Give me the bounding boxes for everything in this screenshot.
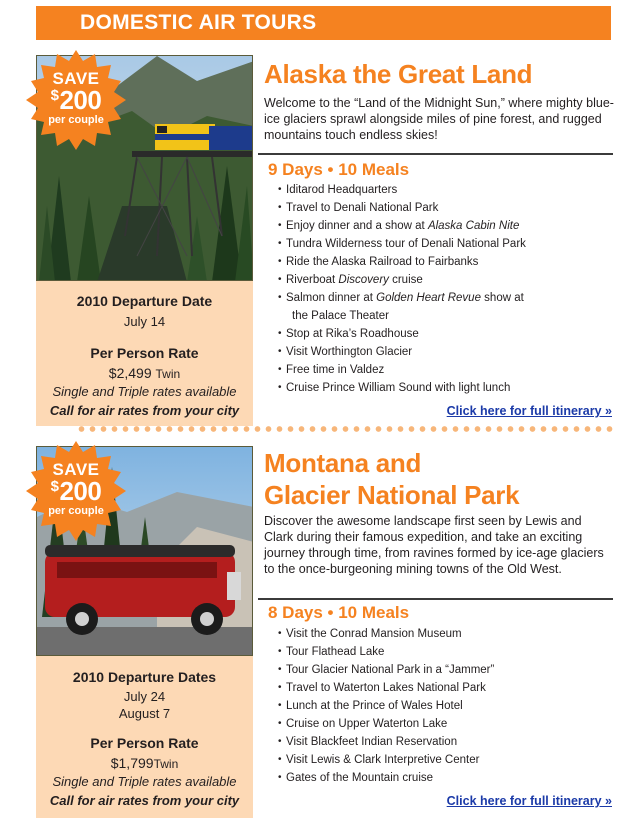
list-item: • Gates of the Mountain cruise (278, 769, 618, 787)
list-item: • Visit Worthington Glacier (278, 343, 618, 361)
tour-2-intro: Discover the awesome landscape first seen by Lewis and Clark during their famous expedition, and take an exciting journey through time, from ravines formed by ice-age glaciers to the once-burgeoning mining towns of the Old West. (264, 514, 604, 576)
badge-save-text: SAVE (52, 69, 100, 88)
tour-2-departure-info (36, 669, 253, 808)
tour-1-itinerary-link[interactable]: Click here for full itinerary » (446, 404, 612, 418)
save-badge-1 (25, 49, 127, 151)
list-item: • Lunch at the Prince of Wales Hotel (278, 697, 618, 715)
section-header (36, 6, 611, 40)
list-item: • Cruise on Upper Waterton Lake (278, 715, 618, 733)
single-triple-note: Single and Triple rates available (52, 774, 237, 789)
list-item: • Travel to Denali National Park (278, 199, 618, 217)
departure-label: 2010 Departure Dates (72, 669, 217, 685)
tour-2-divider (258, 598, 613, 600)
list-item: • Visit Lewis & Clark Interpretive Center (278, 751, 618, 769)
tour-1-departure-info (36, 293, 253, 418)
departure-date: July 14 (123, 314, 166, 329)
list-item: • Tour Flathead Lake (278, 643, 618, 661)
list-item: • Travel to Waterton Lakes National Park (278, 679, 618, 697)
list-item: • Riverboat Discovery cruise (278, 271, 618, 289)
list-item: • Enjoy dinner and a show at Alaska Cabin Nite (278, 217, 618, 235)
list-item: • Iditarod Headquarters (278, 181, 618, 199)
list-item: • Free time in Valdez (278, 361, 618, 379)
tour-1-intro: Welcome to the “Land of the Midnight Sun,” where mighty blue-ice glaciers sprawl alongside miles of pine forest, and rugged mountains touch endless skies! (264, 96, 614, 142)
list-item: • Ride the Alaska Railroad to Fairbanks (278, 253, 618, 271)
tour-2-highlights (278, 625, 618, 787)
list-item: • Tundra Wilderness tour of Denali National Park (278, 235, 618, 253)
dotted-divider (76, 425, 616, 433)
badge-per-couple: per couple (48, 505, 104, 517)
list-item: • Tour Glacier National Park in a “Jammer” (278, 661, 618, 679)
list-item: • Visit the Conrad Mansion Museum (278, 625, 618, 643)
section-header-title: DOMESTIC AIR TOURS (80, 11, 317, 34)
air-rates-note: Call for air rates from your city (49, 793, 240, 808)
rate-label: Per Person Rate (90, 735, 199, 751)
single-triple-note: Single and Triple rates available (52, 384, 237, 399)
tour-2-days-meals: 8 Days • 10 Meals (268, 603, 410, 622)
badge-per-couple: per couple (48, 114, 104, 126)
badge-save-text: SAVE (52, 460, 100, 479)
tour-2-itinerary-link[interactable]: Click here for full itinerary » (446, 794, 612, 808)
rate-value: $2,499 Twin (108, 365, 181, 381)
tour-1-days-meals: 9 Days • 10 Meals (268, 160, 410, 179)
tour-1-highlights (278, 181, 618, 397)
list-item: • Salmon dinner at Golden Heart Revue show at the Palace Theater (278, 289, 618, 325)
badge-amount: $200 (50, 476, 102, 506)
air-rates-note: Call for air rates from your city (49, 403, 240, 418)
departure-label: 2010 Departure Date (76, 293, 213, 309)
tour-1-divider (258, 153, 613, 155)
list-item: • Visit Blackfeet Indian Reservation (278, 733, 618, 751)
tour-1-title: Alaska the Great Land (264, 59, 533, 89)
save-badge-2 (25, 440, 127, 542)
list-item: • Stop at Rika’s Roadhouse (278, 325, 618, 343)
badge-amount: $200 (50, 85, 102, 115)
departure-date: August 7 (118, 706, 171, 721)
list-item: • Cruise Prince William Sound with light lunch (278, 379, 618, 397)
rate-value: $1,799Twin (110, 755, 179, 771)
departure-date: July 24 (123, 689, 166, 704)
tour-2-title: Montana and Glacier National Park (264, 448, 520, 510)
rate-label: Per Person Rate (90, 345, 199, 361)
